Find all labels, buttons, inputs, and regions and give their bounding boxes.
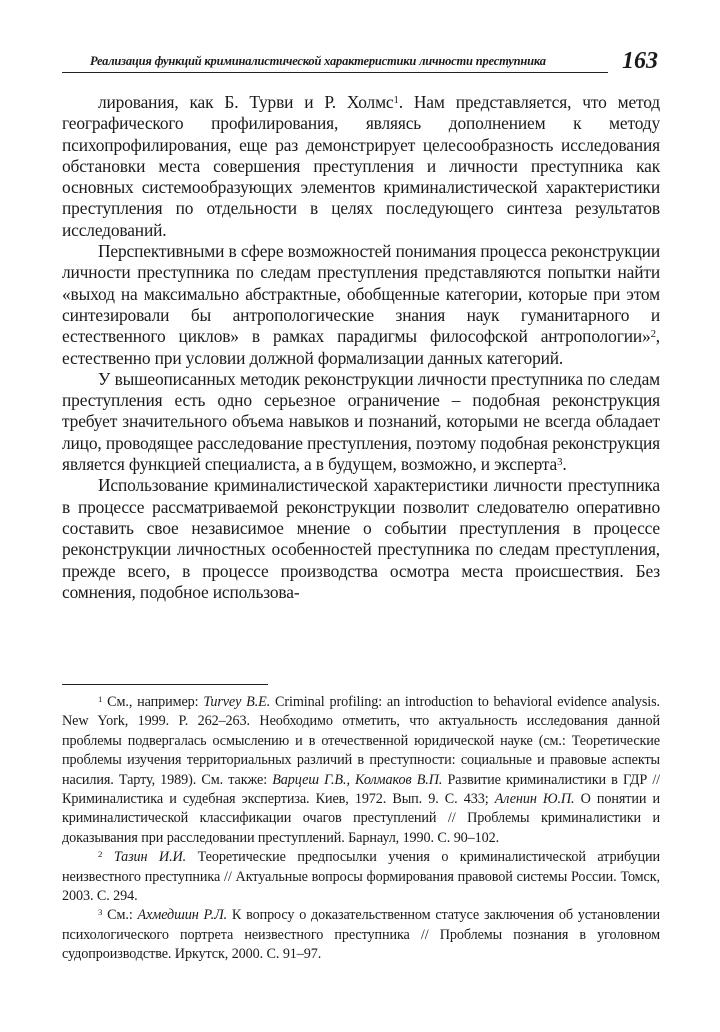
footnote-author: Тазин И.И.	[113, 849, 187, 866]
running-title: Реализация функций криминалистической характеристики личности преступника	[90, 54, 546, 68]
footnote-author: Аленин Ю.П.	[494, 791, 575, 808]
footnote-3: $^3$ См.: Ахмедшин Р.Л. К вопросу о доказательственном статусе заключения об установлении психологического портрета неизвестного преступника // Проблемы познания в уголовном судопроизводстве. Иркутск, 2000. С. 91–97.	[62, 907, 660, 963]
paragraph-1: лирования, как Б. Турви и Р. Холмс$^1$. Нам представляется, что метод географического профилирования, являясь дополнением к методу психопрофилирования, еще раз демонстрирует целесообразность исследования обстановки места совершения преступления и личности преступника как основных системообразующих элементов криминалистической характеристики преступления по отдельности в целях последующего синтеза результатов исследований.	[62, 92, 660, 240]
page-number: 163	[622, 48, 658, 74]
main-text	[62, 92, 660, 603]
footnote-2: $^2$ Тазин И.И. Теоретические предпосылки учения о криминалистической атрибуции неизвестного преступника // Актуальные вопросы формирования правовой системы России. Томск, 2003. С. 294.	[62, 849, 660, 905]
footnote-author: Варцеш Г.В., Колмаков В.П.	[272, 771, 443, 788]
footnote-ref-1: 1	[393, 94, 399, 107]
footnote-1: $^1$ См., например: Turvey B.E. Criminal profiling: an introduction to behavioral evidence analysis. New York, 1999. P. 262–263. Необходимо отметить, что актуальность исследования данной проблемы подвергалась осмыслению и в отечественной юридической науке (см.: Теоретические проблемы изучения территориальных различий в преступности: социальные и правовые аспекты насилия. Тарту, 1989). См. также: Варцеш Г.В., Колмаков В.П. Развитие криминалистики в ГДР // Криминалистика и судебная экспертиза. Киев, 1972. Вып. 9. С. 433; Аленин Ю.П. О понятии и криминалистической классификации очагов преступлений // Проблемы криминалистики и доказывания при расследовании преступлений. Барнаул, 1990. С. 90–102.	[62, 694, 661, 846]
footnote-ref-3: 3	[557, 456, 563, 469]
footnote-author: Turvey B.E.	[203, 694, 271, 710]
footnotes	[62, 693, 660, 965]
footnote-author: Ахмедшин Р.Л.	[137, 907, 228, 924]
page-header	[62, 44, 662, 84]
header-rule	[62, 72, 608, 73]
footnote-separator	[62, 684, 268, 685]
footnote-ref-2: 2	[650, 328, 656, 341]
paragraph-2: Перспективными в сфере возможностей понимания процесса реконструкции личности преступника по следам преступления представляются попытки найти «выход на максимально абстрактные, обобщенные категории, которые при этом синтезировали бы антропологические знания наук гуманитарного и естественного циклов» в рамках парадигмы философской антропологии»$^2$, естественно при условии должной формализации данных категорий.	[62, 241, 660, 368]
paragraph-3: У вышеописанных методик реконструкции личности преступника по следам преступления есть одно серьезное ограничение – подобная реконструкция требует значительного объема навыков и познаний, которыми не всегда обладает лицо, проводящее расследование преступления, поэтому подобная реконструкция является функцией специалиста, а в будущем, возможно, и эксперта$^3$.	[62, 368, 660, 475]
paragraph-4: Использование криминалистической характеристики личности преступника в процессе рассматриваемой реконструкции позволит следователю оперативно составить свое независимое мнение о событии преступления в процессе реконструкции личностных особенностей преступника по следам преступления, прежде всего, в процессе производства осмотра места происшествия. Без сомнения, подобное использова-	[62, 475, 660, 602]
